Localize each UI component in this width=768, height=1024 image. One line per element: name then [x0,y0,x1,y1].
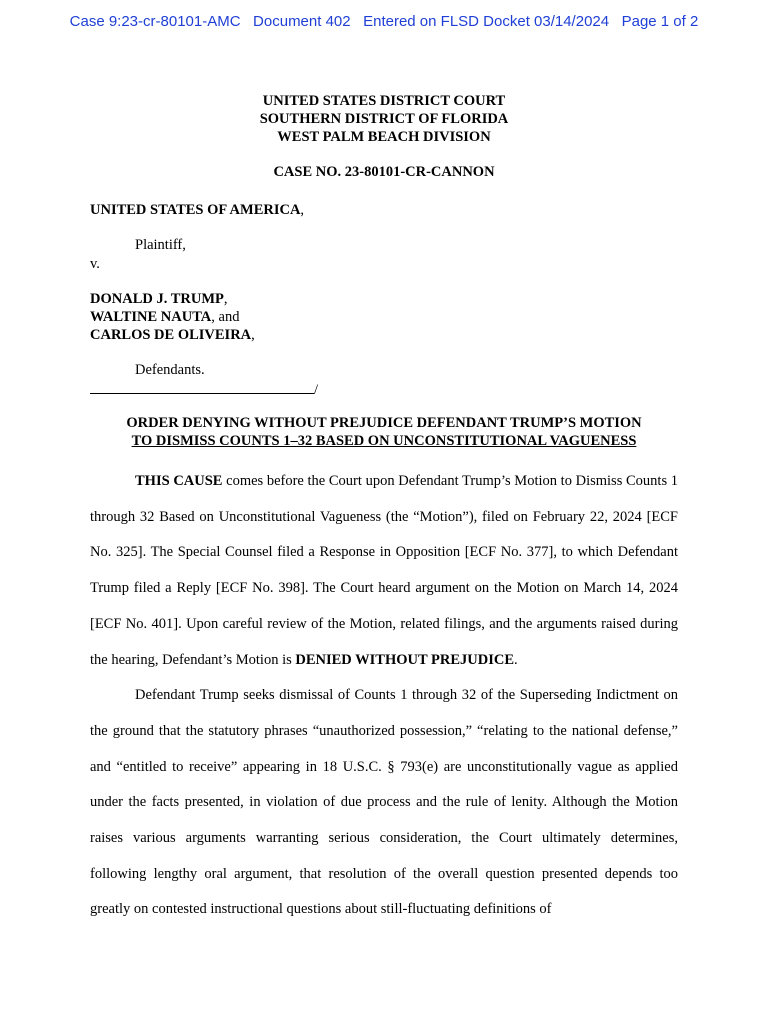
caption-slash: / [314,382,319,398]
plaintiff-comma: , [300,202,305,218]
court-heading [0,92,768,146]
defendant-1-suffix: , [223,291,228,307]
defendant-2-name: WALTINE NAUTA [90,309,212,325]
defendants-label: Defendants. [135,362,205,378]
division-name: WEST PALM BEACH DIVISION [277,129,491,145]
docket-header: Case 9:23-cr-80101-AMC Document 402 Entered on FLSD Docket 03/14/2024 Page 1 of 2 [69,13,699,30]
order-body [90,464,678,928]
district-name: SOUTHERN DISTRICT OF FLORIDA [259,111,509,127]
ruling-text: DENIED WITHOUT PREJUDICE [295,651,514,668]
order-title-line-1: ORDER DENYING WITHOUT PREJUDICE DEFENDANT TRUMP’S MOTION [126,415,642,431]
plaintiff-name-line [90,201,304,219]
versus: v. [90,256,100,272]
defendant-2-line [90,308,239,326]
court-name: UNITED STATES DISTRICT COURT [262,93,506,109]
paragraph-2: Defendant Trump seeks dismissal of Counts 1 through 32 of the Superseding Indictment on the ground that the statutory phrases “unauthorized possession,” “relating to the national defense,” and “entitled to receive” appearing in 18 U.S.C. § 793(e) are unconstitutionally vague as applied under the facts presented, in violation of due process and the rule of lenity. Although the Motion raises various arguments warranting serious consideration, the Court ultimately determines, following lengthy oral argument, that resolution of the overall question presented depends too greatly on contested instructional questions about still-fluctuating definitions of [90,687,678,918]
defendant-3-line [90,326,255,344]
caption-rule [90,380,314,394]
plaintiff-label: Plaintiff, [135,237,186,253]
paragraph-1-text: comes before the Court upon Defendant Trump’s Motion to Dismiss Counts 1 through 32 Based on Unconstitutional Vagueness (the “Motion”), filed on February 22, 2024 [ECF No. 325]. The Special Counsel filed a Response in Opposition [ECF No. 377], to which Defendant Trump filed a Reply [ECF No. 398]. The Court heard argument on the Motion on March 14, 2024 [ECF No. 401]. Upon careful review of the Motion, related filings, and the arguments raised during the hearing, Defendant’s Motion is [90,473,678,668]
plaintiff-name: UNITED STATES OF AMERICA [90,202,301,218]
defendant-3-suffix: , [251,327,255,343]
paragraph-1 [90,464,678,678]
defendant-3-name: CARLOS DE OLIVEIRA [90,327,252,343]
defendant-2-suffix: , and [211,309,240,325]
this-cause-lead: THIS CAUSE [135,473,223,489]
case-number: CASE NO. 23-80101-CR-CANNON [273,164,495,180]
defendant-1-line [90,290,227,308]
order-title-line-2: TO DISMISS COUNTS 1–32 BASED ON UNCONSTITUTIONAL VAGUENESS [131,433,637,449]
defendant-1-name: DONALD J. TRUMP [90,291,224,307]
caption-signature-line [90,380,318,399]
paragraph-1-end: . [514,651,518,668]
order-title [0,414,768,450]
